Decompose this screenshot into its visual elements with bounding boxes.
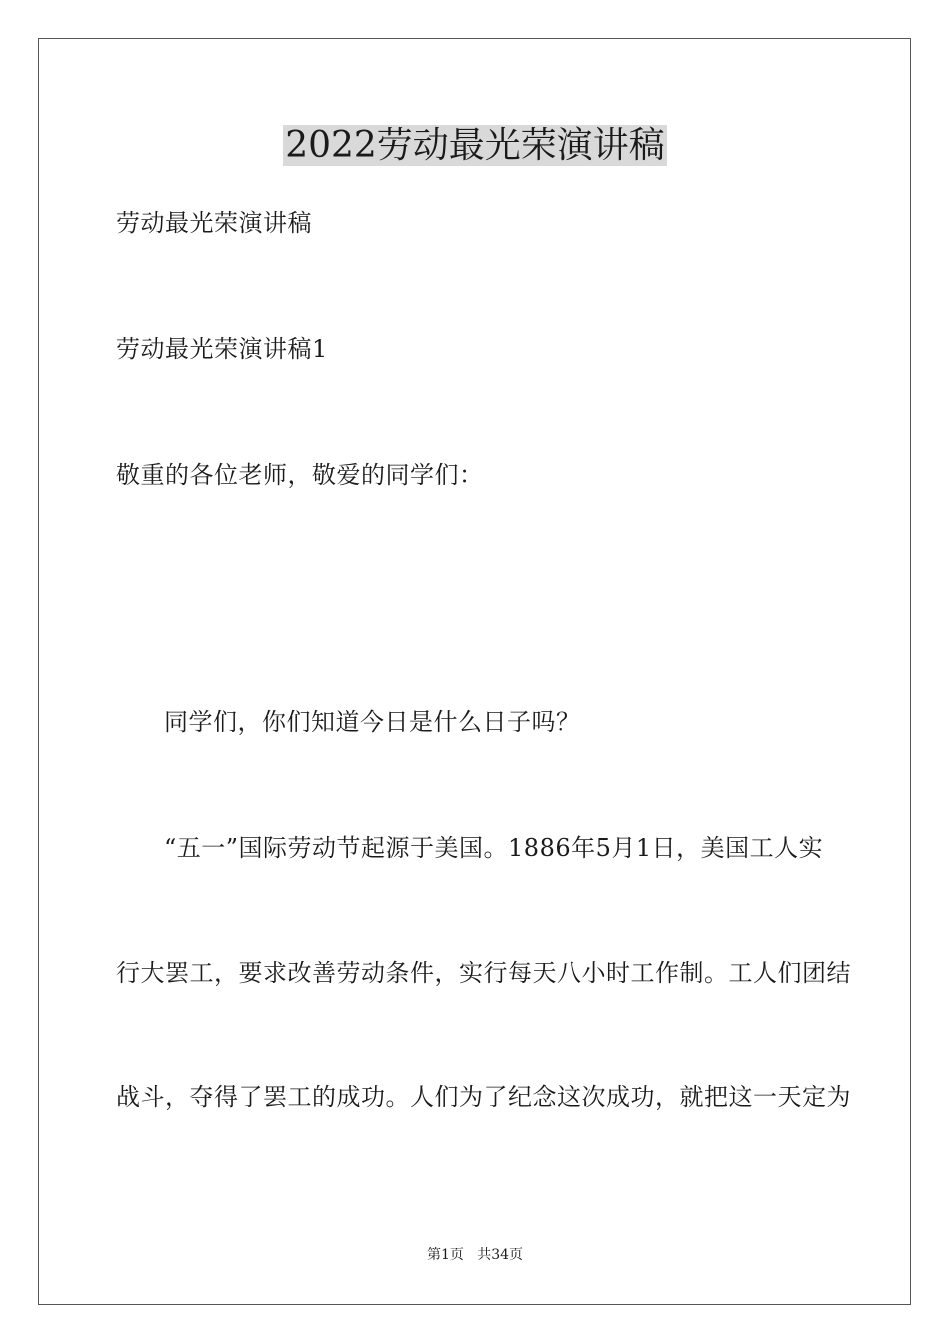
- paragraph-line: 战斗，夺得了罢工的成功。人们为了纪念这次成功，就把这一天定为: [116, 1083, 851, 1111]
- section-heading: 劳动最光荣演讲稿1: [116, 335, 328, 363]
- paragraph-line: 同学们，你们知道今日是什么日子吗？: [164, 708, 581, 736]
- paragraph-line: “五一”国际劳动节起源于美国。1886年5月1日，美国工人实: [164, 834, 824, 862]
- document-title-text: 2022劳动最光荣演讲稿: [285, 125, 665, 166]
- page-number-footer: 第1页 共34页: [426, 1247, 524, 1263]
- greeting-line: 敬重的各位老师，敬爱的同学们：: [116, 461, 484, 489]
- document-title: [0, 122, 950, 170]
- document-subtitle: 劳动最光荣演讲稿: [116, 209, 312, 237]
- paragraph-line: 行大罢工，要求改善劳动条件，实行每天八小时工作制。工人们团结: [116, 959, 851, 987]
